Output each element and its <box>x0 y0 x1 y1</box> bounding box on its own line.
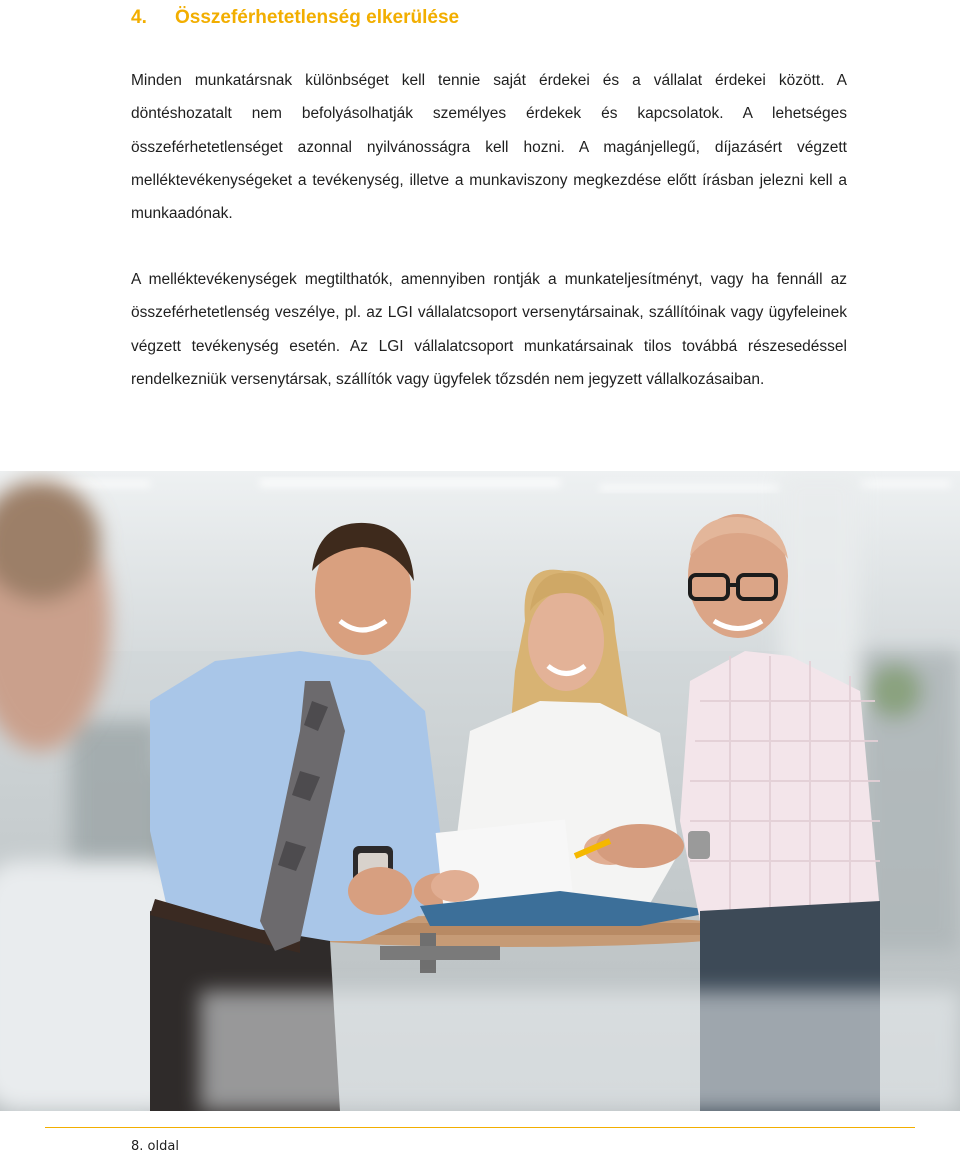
section-heading <box>131 6 459 30</box>
section-number: 4. <box>131 7 147 28</box>
page-number: 8. oldal <box>131 1139 179 1154</box>
section-title: Összeférhetetlenség elkerülése <box>175 7 460 28</box>
footer-divider <box>45 1127 915 1128</box>
paragraph-side-activities: A melléktevékenységek megtilthatók, amennyiben rontják a munkateljesítményt, vagy ha fennáll az összeférhetetlenség veszélye, pl. az LGI vállalatcsoport versenytársainak, szállítóinak vagy ügyfeleinek végzett tevékenység esetén. Az LGI vállalatcsoport munkatársainak tilos továbbá részesedéssel rendelkezniük versenytársak, szállítók vagy ügyfelek tőzsdén nem jegyzett vállalkozásaiban. <box>131 271 847 388</box>
office-team-photo <box>0 471 960 1111</box>
paragraph-conflict-intro: Minden munkatársnak különbséget kell tennie saját érdekei és a vállalat érdekei között. A döntéshozatalt nem befolyásolhatják személyes érdekek és kapcsolatok. A lehetséges összeférhetetlenséget azonnal nyilvánosságra kell hozni. A magánjellegű, díjazásért végzett melléktevékenységeket a tevékenység, illetve a munkaviszony megkezdése előtt írásban jelezni kell a munkaadónak. <box>131 72 847 223</box>
